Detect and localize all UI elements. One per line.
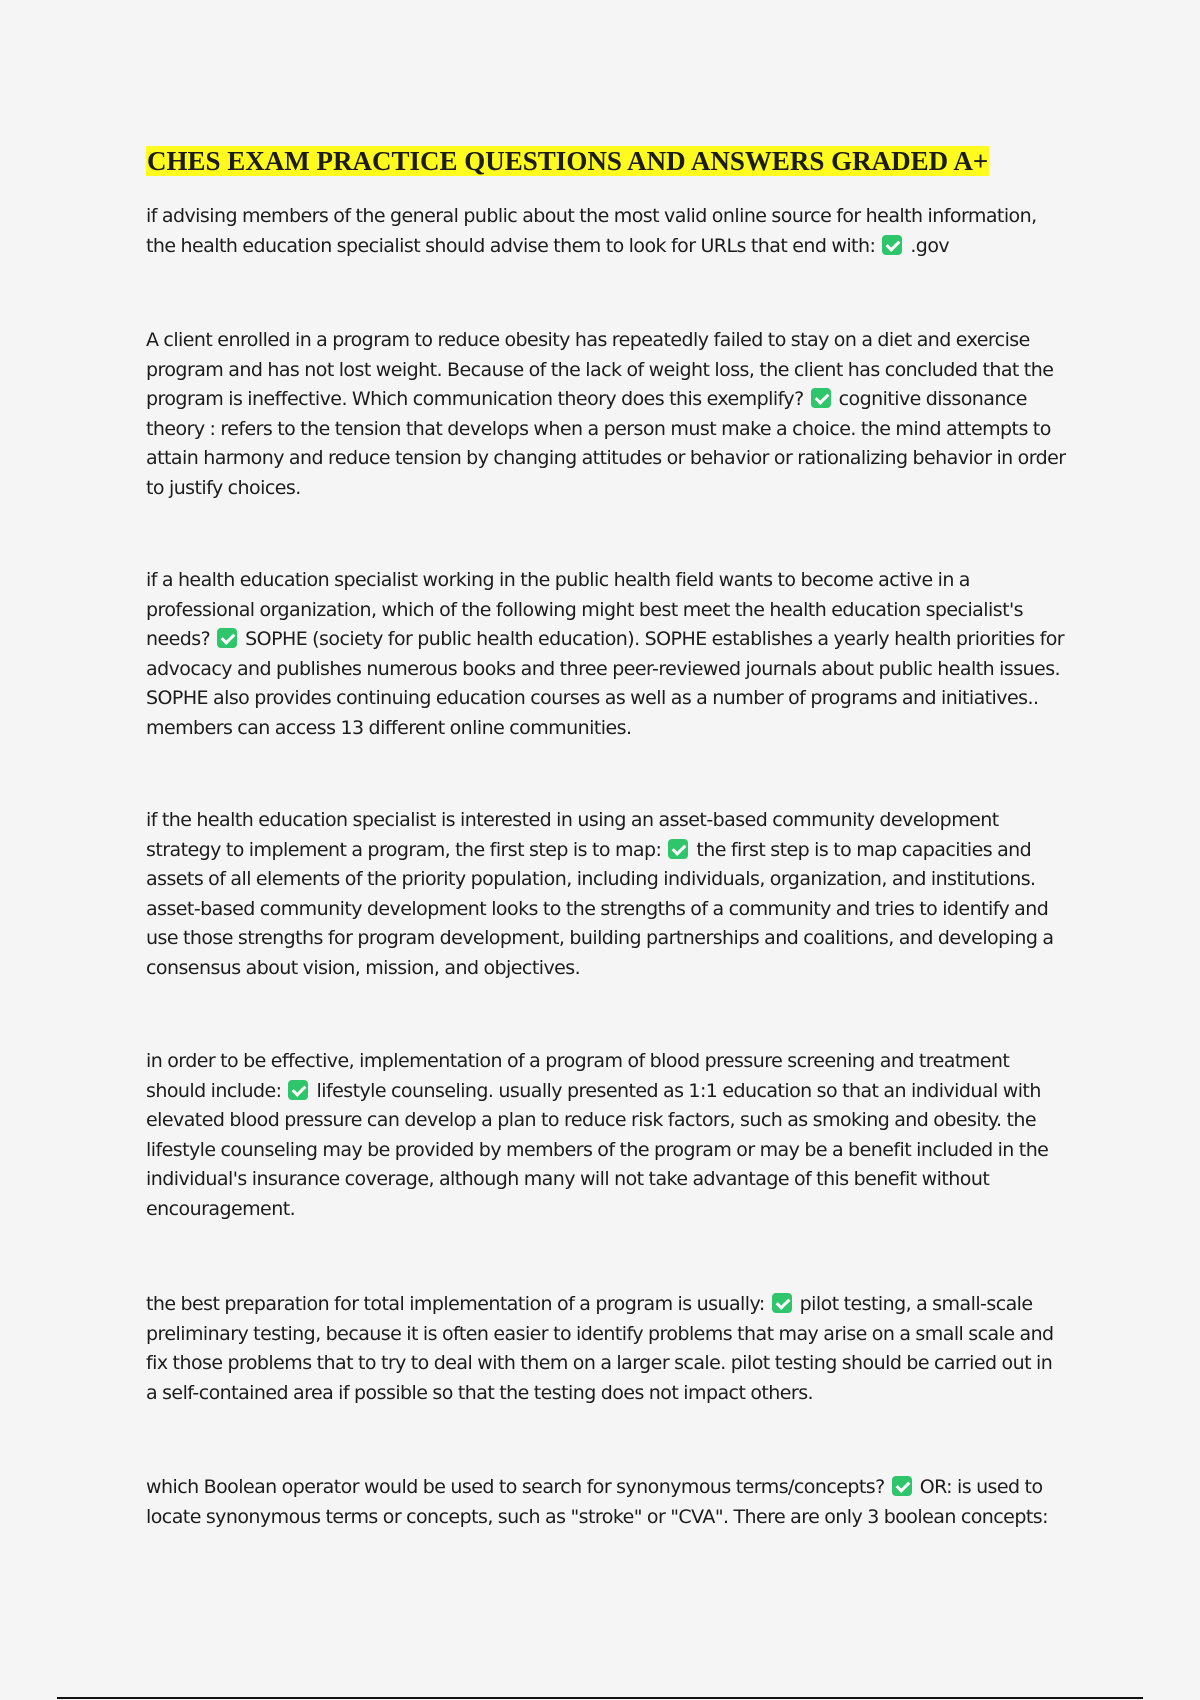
qa-item [146,1290,1066,1408]
check-icon [811,388,831,408]
question-text: the best preparation for total implementation of a program is usually: [146,1293,765,1315]
check-icon [772,1293,792,1313]
question-text: in order to be effective, implementation of a program of blood pressure screening and treatment should include: [146,1050,1010,1102]
check-icon [668,839,688,859]
qa-item [146,566,1066,743]
answer-text: lifestyle counseling. usually presented as 1:1 education so that an individual with elevated blood pressure can develop a plan to reduce risk factors, such as smoking and obesity. the lifestyle counseling may be provided by members of the program or may be a benefit included in the individual's insurance coverage, although many will not take advantage of this benefit without encouragement. [146,1079,1049,1220]
answer-text: .gov [910,234,950,257]
answer-text: cognitive dissonance theory : refers to the tension that develops when a person must make a choice. the mind attempts to attain harmony and reduce tension by changing attitudes or behavior or rationalizing behavior in order to justify choices. [146,388,1066,499]
check-icon [882,235,902,255]
qa-item [146,1047,1066,1224]
question-text: if a health education specialist working in the public health field wants to become active in a professional organization, which of the following might best meet the health education specialist's needs? [146,569,1024,650]
qa-item [146,1473,1066,1532]
answer-text: pilot testing, a small-scale preliminary testing, because it is often easier to identify problems that may arise on a small scale and fix those problems that to try to deal with them on a larger scale. pilot testing should be carried out in a self-contained area if possible so that the testing does not impact others. [146,1293,1054,1404]
qa-item [146,202,1066,261]
question-text: which Boolean operator would be used to search for synonymous terms/concepts? [146,1476,885,1498]
question-text: A client enrolled in a program to reduce obesity has repeatedly failed to stay on a diet and exercise program and has not lost weight. Because of the lack of weight loss, the client has concluded that the program is ineffective. Which communication theory does this exemplify? [146,329,1054,410]
qa-item [146,806,1066,983]
answer-text: SOPHE (society for public health education). SOPHE establishes a yearly health priorities for advocacy and publishes numerous books and three peer-reviewed journals about public health issues. SOPHE also provides continuing education courses as well as a number of programs and initiatives.. members can access 13 different online communities. [146,628,1065,739]
question-text: if advising members of the general public about the most valid online source for health information, the health education specialist should advise them to look for URLs that end with: [146,205,1037,257]
document-title [146,146,989,176]
title-highlight: CHES EXAM PRACTICE QUESTIONS AND ANSWERS GRADED A+ [147,146,989,176]
page-footer-divider [57,1697,1143,1699]
check-icon [217,628,237,648]
answer-text: the first step is to map capacities and assets of all elements of the priority population, including individuals, organization, and institutions. asset-based community development looks to the strengths of a community and tries to identify and use those strengths for program development, building partnerships and coalitions, and developing a consensus about vision, mission, and objectives. [146,838,1054,979]
check-icon [288,1080,308,1100]
qa-item [146,326,1066,503]
question-text: if the health education specialist is interested in using an asset-based community development strategy to implement a program, the first step is to map: [146,809,999,861]
answer-text: OR: is used to locate synonymous terms or concepts, such as "stroke" or "CVA". There are only 3 boolean concepts: [146,1476,1048,1528]
check-icon [892,1476,912,1496]
